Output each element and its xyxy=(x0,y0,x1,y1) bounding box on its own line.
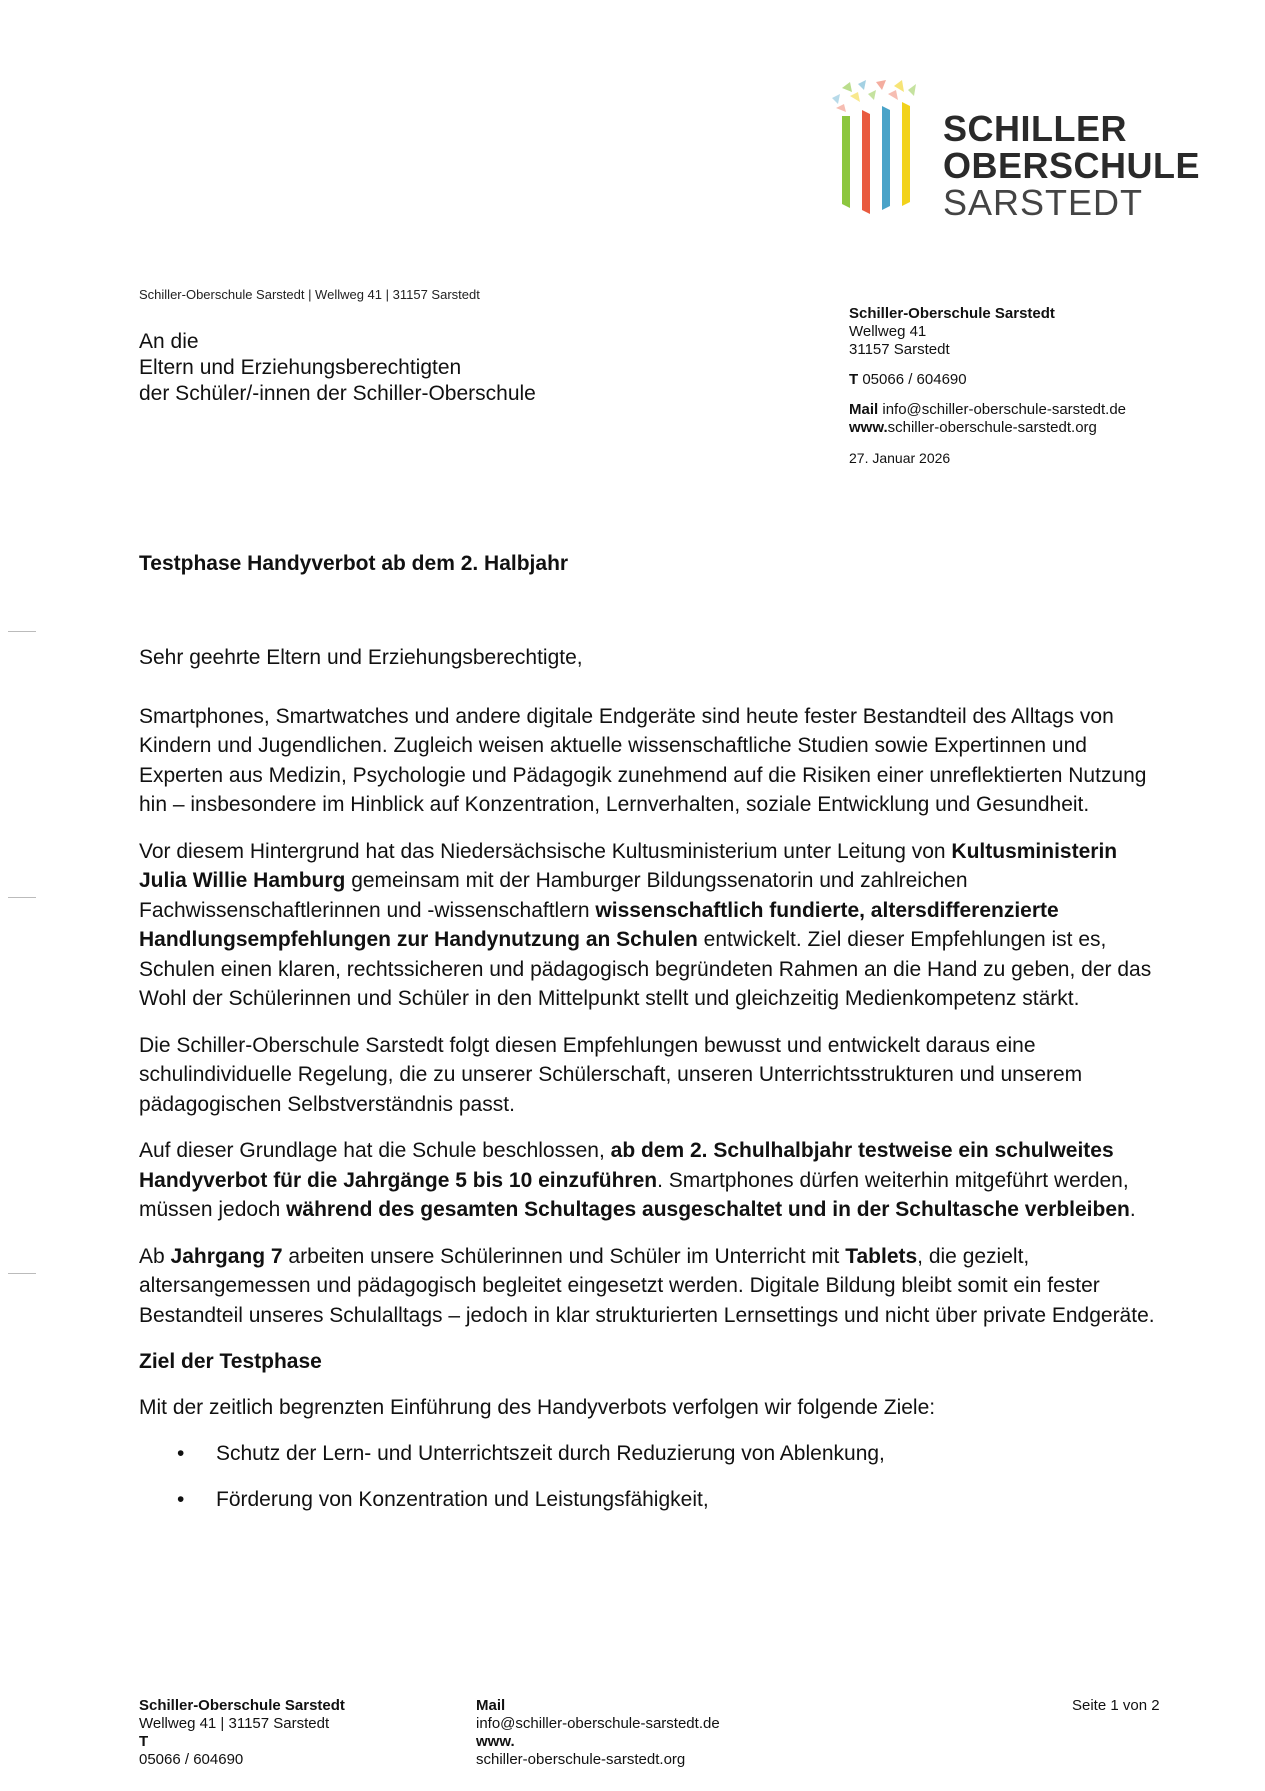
text-run: , die gezielt, altersangemessen und pädagogisch begleitet eingesetzt werden. Digitale Bildung bleibt somit ein fester Bestandteil unseres Schulalltags – jedoch in klar strukturierten Lernsettings und nicht über private Endgeräte. xyxy=(139,1244,1155,1327)
bold-run: ab dem 2. Schulhalbjahr testweise ein schulweites Handyverbot für die Jahrgänge 5 bis 10 einzuführen xyxy=(139,1139,1114,1192)
contact-phone xyxy=(849,371,1126,389)
recipient-address xyxy=(139,329,536,407)
letter-subject: Testphase Handyverbot ab dem 2. Halbjahr xyxy=(139,552,569,575)
list-item-text: Schutz der Lern- und Unterrichtszeit durch Reduzierung von Ablenkung, xyxy=(216,1442,885,1465)
bold-run: Tablets xyxy=(845,1244,918,1268)
text-run: . xyxy=(1129,1198,1136,1221)
footer-address xyxy=(139,1697,345,1769)
text-run: Vor diesem Hintergrund hat das Niedersächsische Kultusministerium unter Leitung von xyxy=(139,839,952,863)
footer-phone xyxy=(139,1733,345,1769)
footer-street: Wellweg 41 | 31157 Sarstedt xyxy=(139,1715,330,1732)
footer-phone-label: T xyxy=(139,1733,149,1750)
footer-mail-label: Mail xyxy=(476,1697,506,1714)
phone-label: T xyxy=(849,371,859,388)
bold-run: wissenschaftlich fundierte, altersdifferenzierte Handlungsempfehlungen zur Handynutzung an Schulen xyxy=(139,898,1059,951)
text-run: arbeiten unsere Schülerinnen und Schüler im Unterricht mit xyxy=(282,1244,846,1268)
bold-run: Kultusministerin Julia Willie Hamburg xyxy=(139,839,1118,892)
logo-stripes-icon xyxy=(828,80,938,220)
fold-mark xyxy=(8,1273,36,1274)
paragraph-decision xyxy=(139,1136,1159,1225)
footer-mail[interactable] xyxy=(476,1697,720,1733)
salutation: Sehr geehrte Eltern und Erziehungsberechtigte, xyxy=(139,646,583,669)
list-item xyxy=(139,1439,1159,1469)
contact-web[interactable] xyxy=(849,419,1126,437)
page-number: Seite 1 von 2 xyxy=(1072,1697,1160,1714)
fold-mark xyxy=(8,631,36,632)
web-prefix: www. xyxy=(849,419,888,436)
letter-date: 27. Januar 2026 xyxy=(849,450,951,466)
recipient-line: An die xyxy=(139,330,199,353)
paragraph-goals-intro: Mit der zeitlich begrenzten Einführung des Handyverbots verfolgen wir folgende Ziele: xyxy=(139,1395,936,1419)
contact-block xyxy=(849,305,1126,467)
contact-mail[interactable] xyxy=(849,401,1126,419)
footer-contact xyxy=(476,1697,720,1769)
bold-run: Jahrgang 7 xyxy=(170,1244,283,1268)
text-run: gemeinsam mit der Hamburger Bildungssenatorin und zahlreichen Fachwissenschaftlerinnen und -wissenschaftlern xyxy=(139,869,968,922)
footer-mail-link[interactable]: info@schiller-oberschule-sarstedt.de xyxy=(476,1715,720,1732)
list-item xyxy=(139,1485,1159,1515)
goals-list xyxy=(139,1439,1159,1514)
web-link[interactable]: schiller-oberschule-sarstedt.org xyxy=(887,419,1097,436)
footer-phone-value: 05066 / 604690 xyxy=(139,1751,244,1768)
recipient-line: Eltern und Erziehungsberechtigten xyxy=(139,356,462,379)
paragraph-background xyxy=(139,837,1159,1014)
text-run: Ab xyxy=(139,1244,171,1268)
fold-mark xyxy=(8,897,36,898)
bullet-icon: • xyxy=(177,1442,185,1465)
footer-web-prefix: www. xyxy=(476,1733,515,1750)
bullet-icon: • xyxy=(177,1487,185,1511)
logo-text-oberschule: OBERSCHULE xyxy=(943,145,1201,186)
sender-return-line: Schiller-Oberschule Sarstedt | Wellweg 41 | 31157 Sarstedt xyxy=(139,287,480,302)
text-run: entwickelt. Ziel dieser Empfehlungen ist es, Schulen einen klaren, rechtssicheren und pädagogisch begründeten Rahmen an die Hand zu geben, der das Wohl der Schülerinnen und Schüler in den Mittelpunkt stellt und gleichzeitig Medienkompetenz stärkt. xyxy=(139,928,1152,1010)
contact-city: 31157 Sarstedt xyxy=(849,341,950,358)
letter-body xyxy=(139,643,1159,1530)
school-logo xyxy=(828,80,1201,223)
logo-text-schiller: SCHILLER xyxy=(943,108,1127,149)
contact-street: Wellweg 41 xyxy=(849,323,927,340)
footer-web[interactable] xyxy=(476,1733,720,1769)
paragraph-tablets xyxy=(139,1242,1159,1331)
phone-value: 05066 / 604690 xyxy=(862,371,967,388)
mail-link[interactable]: info@schiller-oberschule-sarstedt.de xyxy=(882,401,1127,418)
section-heading: Ziel der Testphase xyxy=(139,1350,322,1373)
mail-label: Mail xyxy=(849,401,879,418)
footer-web-link[interactable]: schiller-oberschule-sarstedt.org xyxy=(476,1751,686,1768)
footer-name: Schiller-Oberschule Sarstedt xyxy=(139,1697,345,1714)
list-item-text: Förderung von Konzentration und Leistungsfähigkeit, xyxy=(216,1487,709,1511)
paragraph-intro: Smartphones, Smartwatches und andere digitale Endgeräte sind heute fester Bestandteil des Alltags von Kindern und Jugendlichen. Zugleich weisen aktuelle wissenschaftliche Studien sowie Expertinnen und Experten aus Medizin, Psychologie und Pädagogik zunehmend auf die Risiken einer unreflektierten Nutzung hin – insbesondere im Hinblick auf Konzentration, Lernverhalten, soziale Entwicklung und Gesundheit. xyxy=(139,704,1147,816)
text-run: Auf dieser Grundlage hat die Schule beschlossen, xyxy=(139,1139,611,1162)
paragraph-school-policy: Die Schiller-Oberschule Sarstedt folgt diesen Empfehlungen bewusst und entwickelt daraus eine schulindividuelle Regelung, die zu unserer Schülerschaft, unseren Unterrichtsstrukturen und unserem pädagogischen Selbstverständnis passt. xyxy=(139,1033,1083,1116)
contact-name: Schiller-Oberschule Sarstedt xyxy=(849,305,1055,322)
logo-text-sarstedt: SARSTEDT xyxy=(943,182,1144,223)
recipient-line: der Schüler/-innen der Schiller-Oberschule xyxy=(139,382,536,405)
bold-run: während des gesamten Schultages ausgeschaltet und in der Schultasche verbleiben xyxy=(286,1198,1130,1221)
text-run: . Smartphones dürfen weiterhin mitgeführt werden, müssen jedoch xyxy=(139,1168,1129,1221)
